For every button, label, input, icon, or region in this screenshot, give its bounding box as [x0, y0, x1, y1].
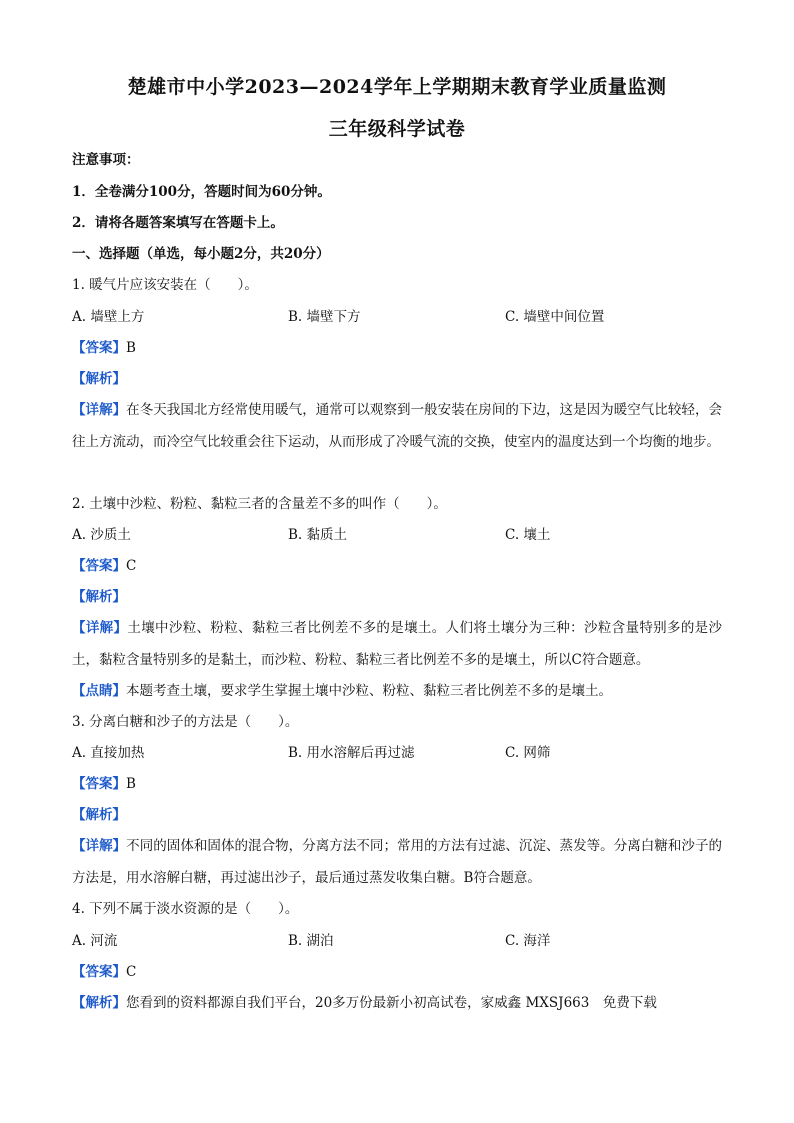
- option-a: A. 墙壁上方: [72, 309, 145, 325]
- question-stem: 4. 下列不属于淡水资源的是（ ）。: [72, 901, 299, 917]
- analysis-line: [72, 369, 732, 389]
- note-item: 2．请将各题答案填写在答题卡上。: [72, 215, 284, 231]
- answer-value: B: [126, 340, 136, 356]
- comment-label: 【点睛】: [72, 683, 126, 699]
- answer-value: C: [126, 964, 137, 980]
- notes-heading: 注意事项：: [72, 152, 140, 168]
- analysis-line: [72, 805, 732, 825]
- option-a: A. 直接加热: [72, 745, 145, 761]
- analysis-line: [72, 993, 732, 1013]
- option-a: A. 河流: [72, 933, 118, 949]
- answer-label: 【答案】: [72, 776, 126, 792]
- option-b: B. 墙壁下方: [288, 309, 361, 325]
- detail-text: 不同的固体和固体的混合物，分离方法不同；常用的方法有过滤、沉淀、蒸发等。分离白糖和沙子的方法是，用水溶解白糖，再过滤出沙子，最后通过蒸发收集白糖。B符合题意。: [72, 838, 723, 886]
- option-c: C. 墙壁中间位置: [505, 309, 605, 325]
- detail-text: 在冬天我国北方经常使用暖气，通常可以观察到一般安装在房间的下边，这是因为暖空气比较轻，会往上方流动，而冷空气比较重会往下运动，从而形成了冷暖气流的交换，使室内的温度达到一个均衡的地步。: [72, 402, 723, 450]
- answer-value: B: [126, 776, 136, 792]
- detail-label: 【详解】: [72, 838, 127, 854]
- answer-line: [72, 338, 732, 358]
- option-b: B. 湖泊: [288, 933, 334, 949]
- option-c: C. 壤土: [505, 527, 551, 543]
- detail-paragraph: [72, 394, 722, 458]
- answer-line: [72, 962, 732, 982]
- analysis-label: 【解析】: [72, 807, 126, 823]
- analysis-label: 【解析】: [72, 995, 126, 1011]
- answer-label: 【答案】: [72, 558, 126, 574]
- option-c: C. 网筛: [505, 745, 551, 761]
- detail-label: 【详解】: [72, 402, 127, 418]
- comment-text: 本题考查土壤，要求学生掌握土壤中沙粒、粉粒、黏粒三者比例差不多的是壤土。: [126, 683, 612, 699]
- option-b: B. 用水溶解后再过滤: [288, 745, 415, 761]
- option-b: B. 黏质土: [288, 527, 348, 543]
- question-stem: 3. 分离白糖和沙子的方法是（ ）。: [72, 714, 299, 730]
- answer-value: C: [126, 558, 137, 574]
- note-item: 1．全卷满分100分，答题时间为60分钟。: [72, 184, 331, 200]
- detail-paragraph: [72, 830, 722, 894]
- page-subtitle: 三年级科学试卷: [328, 118, 466, 140]
- question-stem: 2. 土壤中沙粒、粉粒、黏粒三者的含量差不多的叫作（ ）。: [72, 496, 447, 512]
- answer-label: 【答案】: [72, 964, 126, 980]
- analysis-text: 您看到的资料都源自我们平台，20多万份最新小初高试卷，家威鑫 MXSJ663 免费下载: [126, 995, 657, 1011]
- detail-paragraph: [72, 612, 722, 676]
- comment-paragraph: [72, 675, 722, 707]
- answer-line: [72, 774, 732, 794]
- answer-line: [72, 556, 732, 576]
- detail-text: 土壤中沙粒、粉粒、黏粒三者比例差不多的是壤土。人们将土壤分为三种：沙粒含量特别多的是沙土，黏粒含量特别多的是黏土，而沙粒、粉粒、黏粒三者比例差不多的是壤土，所以C符合题意。: [72, 620, 723, 668]
- detail-label: 【详解】: [72, 620, 128, 636]
- option-a: A. 沙质土: [72, 527, 131, 543]
- answer-label: 【答案】: [72, 340, 126, 356]
- question-stem: 1. 暖气片应该安装在（ ）。: [72, 277, 258, 293]
- analysis-label: 【解析】: [72, 589, 126, 605]
- option-c: C. 海洋: [505, 933, 551, 949]
- page-title: 楚雄市中小学2023—2024学年上学期期末教育学业质量监测: [127, 76, 667, 98]
- analysis-line: [72, 587, 732, 607]
- section-heading: 一、选择题（单选，每小题2分，共20分）: [72, 246, 330, 262]
- analysis-label: 【解析】: [72, 371, 126, 387]
